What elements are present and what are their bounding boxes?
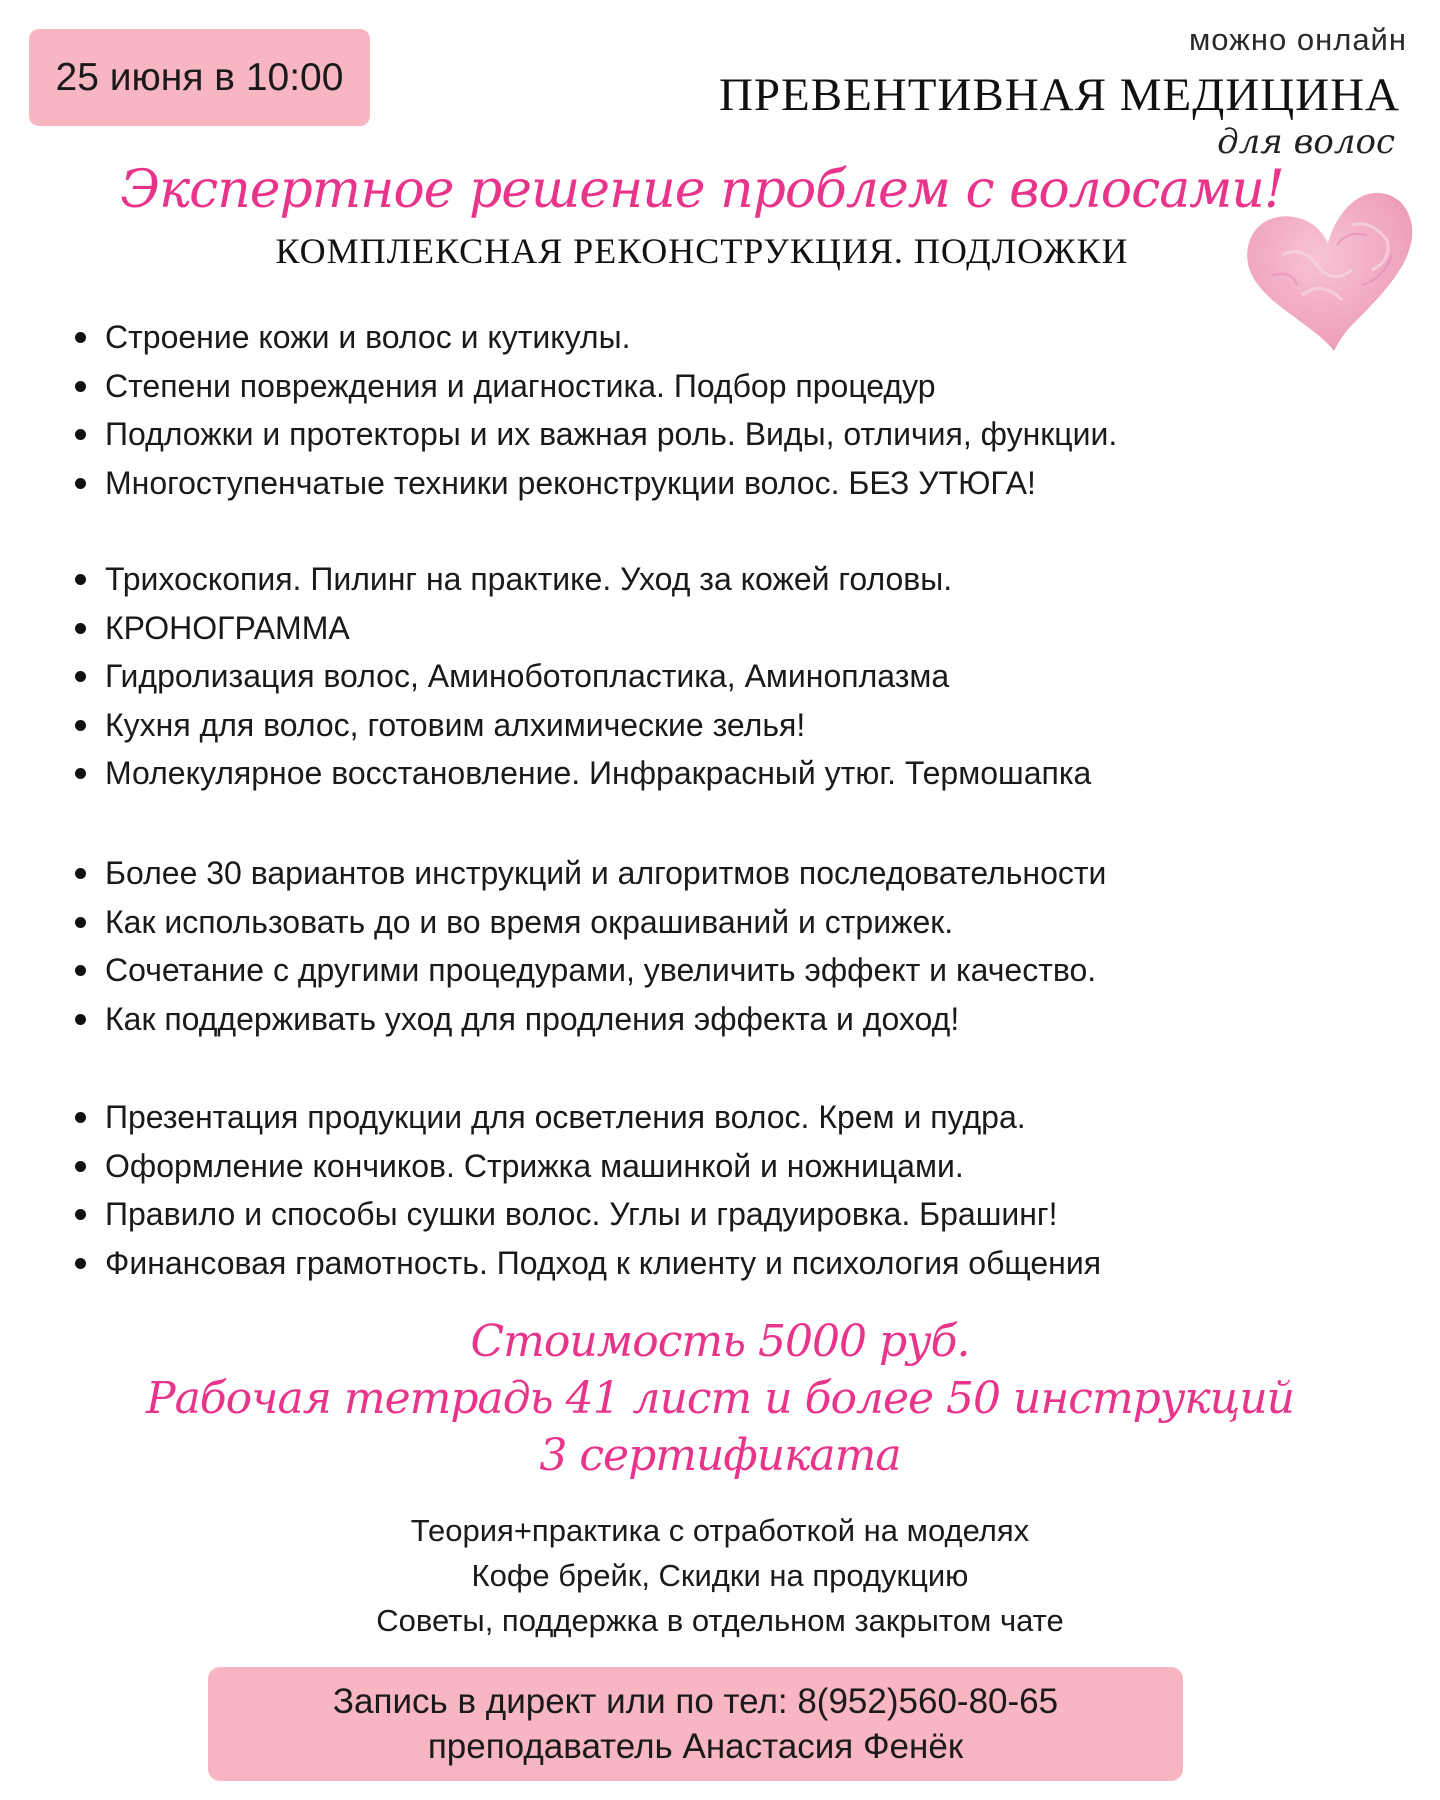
list-item: Правило и способы сушки волос. Углы и градуировка. Брашинг! (105, 1190, 1405, 1239)
price-line: Стоимость 5000 руб. (470, 1316, 970, 1367)
contact-teacher-line: преподаватель Анастасия Фенёк (427, 1727, 964, 1766)
list-item: КРОНОГРАММА (105, 604, 1405, 653)
list-item: Многоступенчатые техники реконструкции волос. БЕЗ УТЮГА! (105, 459, 1405, 508)
brand-title: ПРЕВЕНТИВНАЯ МЕДИЦИНА (718, 69, 1400, 121)
contact-phone-line: Запись в директ или по тел: 8(952)560-80-65 (332, 1682, 1059, 1721)
date-badge (29, 29, 370, 126)
price-block (0, 1313, 1440, 1484)
date-text: 25 июня в 10:00 (55, 55, 344, 99)
list-item: Трихоскопия. Пилинг на практике. Уход за кожей головы. (105, 555, 1405, 604)
list-item: Оформление кончиков. Стрижка машинкой и ножницами. (105, 1142, 1405, 1191)
subheadline: КОМПЛЕКСНАЯ РЕКОНСТРУКЦИЯ. ПОДЛОЖКИ (275, 231, 1129, 271)
headline: Экспертное решение проблем с волосами! (120, 160, 1284, 220)
bullet-group-1 (105, 313, 1405, 507)
contact-box (208, 1667, 1183, 1781)
list-item: Степени повреждения и диагностика. Подбор процедур (105, 362, 1405, 411)
list-item: Как поддерживать уход для продления эффекта и доход! (105, 995, 1405, 1044)
list-item: Более 30 вариантов инструкций и алгоритмов последовательности (105, 849, 1405, 898)
extras-block (0, 1508, 1440, 1643)
certificates-line: 3 сертификата (539, 1430, 901, 1481)
list-item: Как использовать до и во время окрашиваний и стрижек. (105, 898, 1405, 947)
bullet-group-4 (105, 1093, 1405, 1287)
list-item: Презентация продукции для осветления волос. Крем и пудра. (105, 1093, 1405, 1142)
list-item: Гидролизация волос, Аминоботопластика, Аминоплазма (105, 652, 1405, 701)
extras-line: Кофе брейк, Скидки на продукцию (471, 1558, 969, 1593)
bullet-group-2 (105, 555, 1405, 798)
list-item: Строение кожи и волос и кутикулы. (105, 313, 1405, 362)
brand-subtitle: для волос (1217, 122, 1395, 162)
online-label: можно онлайн (1188, 22, 1407, 57)
workbook-line: Рабочая тетрадь 41 лист и более 50 инструкций (145, 1373, 1295, 1424)
bullet-group-3 (105, 849, 1405, 1043)
extras-line: Теория+практика с отработкой на моделях (410, 1513, 1030, 1548)
list-item: Молекулярное восстановление. Инфракрасный утюг. Термошапка (105, 749, 1405, 798)
list-item: Подложки и протекторы и их важная роль. Виды, отличия, функции. (105, 410, 1405, 459)
list-item: Кухня для волос, готовим алхимические зелья! (105, 701, 1405, 750)
list-item: Сочетание с другими процедурами, увеличить эффект и качество. (105, 946, 1405, 995)
list-item: Финансовая грамотность. Подход к клиенту и психология общения (105, 1239, 1405, 1288)
extras-line: Советы, поддержка в отдельном закрытом чате (376, 1603, 1064, 1638)
